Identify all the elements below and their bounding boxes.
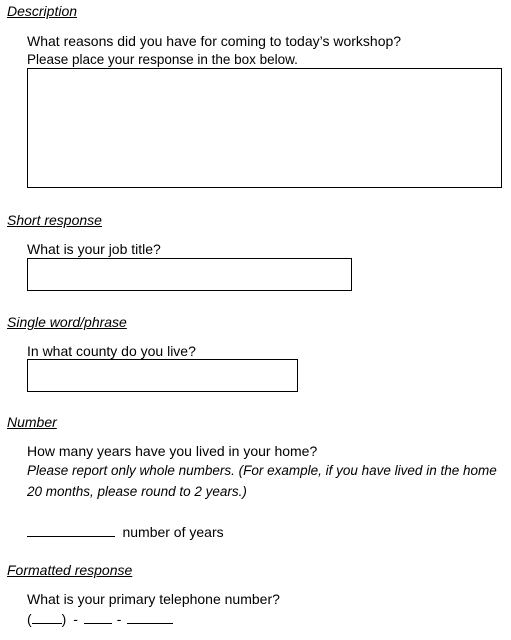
question-job-title: What is your job title? bbox=[27, 241, 161, 257]
section-heading-formatted: Formatted response bbox=[7, 562, 133, 578]
helper-text-number: Please report only whole numbers. (For example, if you have lived in the home 20 months, please round to 2 years.) bbox=[27, 463, 497, 499]
section-heading-description: Description bbox=[7, 3, 78, 19]
phone-answer-row bbox=[27, 610, 173, 627]
county-input[interactable] bbox=[27, 359, 298, 392]
phone-separator-2: - bbox=[116, 611, 122, 627]
question-years-in-home: How many years have you lived in your home? bbox=[27, 443, 318, 459]
helper-text-description: Please place your response in the box below. bbox=[27, 52, 298, 67]
question-telephone: What is your primary telephone number? bbox=[27, 591, 280, 607]
phone-close-paren: ) bbox=[61, 611, 67, 627]
phone-area-code-blank[interactable] bbox=[32, 610, 62, 624]
years-blank-line[interactable] bbox=[27, 523, 115, 537]
years-answer-row bbox=[27, 523, 224, 542]
question-county: In what county do you live? bbox=[27, 343, 196, 359]
phone-open-paren: ( bbox=[27, 611, 32, 627]
phone-prefix-blank[interactable] bbox=[84, 610, 112, 624]
section-heading-short-response: Short response bbox=[7, 212, 102, 228]
question-workshop-reasons: What reasons did you have for coming to today’s workshop? bbox=[27, 33, 402, 49]
job-title-input[interactable] bbox=[27, 258, 352, 291]
section-heading-number: Number bbox=[7, 414, 57, 430]
phone-separator-1: - bbox=[73, 611, 78, 627]
response-box-large[interactable] bbox=[27, 68, 502, 188]
section-heading-single-word: Single word/phrase bbox=[7, 314, 127, 330]
phone-line-number-blank[interactable] bbox=[127, 610, 173, 624]
years-unit-label: number of years bbox=[122, 524, 224, 540]
